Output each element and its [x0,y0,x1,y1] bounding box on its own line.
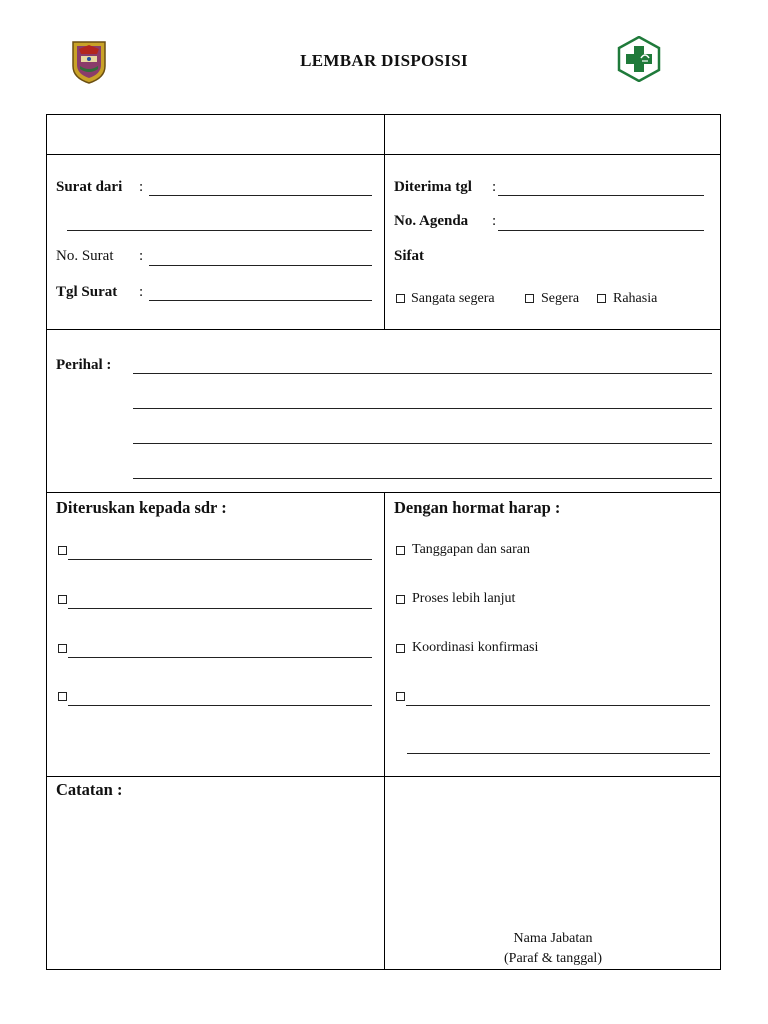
harap-option-label: Tanggapan dan saran [412,542,530,557]
sifat-option-label: Segera [541,291,580,306]
recipient-checkbox[interactable] [58,546,67,555]
sifat-option-label: Sangata segera [411,291,495,306]
recipient-field[interactable] [68,657,372,658]
recipient-checkbox[interactable] [58,692,67,701]
disposition-form [46,114,721,970]
perihal-line[interactable] [133,443,712,444]
colon: : [139,179,144,195]
no-agenda-label: No. Agenda [394,213,469,229]
recipient-checkbox[interactable] [58,595,67,604]
recipient-field[interactable] [68,559,372,560]
colon: : [492,179,497,195]
harap-checkbox-koordinasi[interactable] [396,644,405,653]
recipient-field[interactable] [68,608,372,609]
sign-note: (Paraf & tanggal) [504,951,602,966]
perihal-label: Perihal : [56,357,112,373]
column-divider [384,115,385,329]
surat-dari-field-line2[interactable] [67,230,372,231]
harap-other-field-line2[interactable] [407,753,710,754]
harap-other-field[interactable] [406,705,710,706]
tgl-surat-field[interactable] [149,300,372,301]
surat-dari-label: Surat dari [56,179,123,195]
recipient-field[interactable] [68,705,372,706]
diteruskan-label: Diteruskan kepada sdr : [56,498,227,517]
catatan-label: Catatan : [56,780,123,799]
sifat-label: Sifat [394,248,424,264]
row-divider [47,329,720,330]
harap-option-label: Proses lebih lanjut [412,591,516,606]
perihal-line[interactable] [133,408,712,409]
diterima-tgl-label: Diterima tgl [394,179,472,195]
perihal-line[interactable] [133,478,712,479]
no-agenda-field[interactable] [498,230,704,231]
colon: : [139,284,144,300]
harap-checkbox-proses[interactable] [396,595,405,604]
health-cross-logo [617,36,661,82]
harap-option-label: Koordinasi konfirmasi [412,640,539,655]
colon: : [139,248,144,264]
harap-checkbox-other[interactable] [396,692,405,701]
recipient-checkbox[interactable] [58,644,67,653]
tgl-surat-label: Tgl Surat [56,284,118,300]
no-surat-field[interactable] [149,265,372,266]
no-surat-label: No. Surat [56,248,114,264]
surat-dari-field[interactable] [149,195,372,196]
page-title: LEMBAR DISPOSISI [300,51,468,70]
diterima-tgl-field[interactable] [498,195,704,196]
harap-label: Dengan hormat harap : [394,498,561,517]
sifat-checkbox-sangat-segera[interactable] [396,294,405,303]
sifat-option-label: Rahasia [613,291,658,306]
sifat-checkbox-rahasia[interactable] [597,294,606,303]
colon: : [492,213,497,229]
harap-checkbox-tanggapan[interactable] [396,546,405,555]
column-divider [384,492,385,970]
perihal-line[interactable] [133,373,712,374]
sifat-checkbox-segera[interactable] [525,294,534,303]
sign-name: Nama Jabatan [513,931,593,946]
